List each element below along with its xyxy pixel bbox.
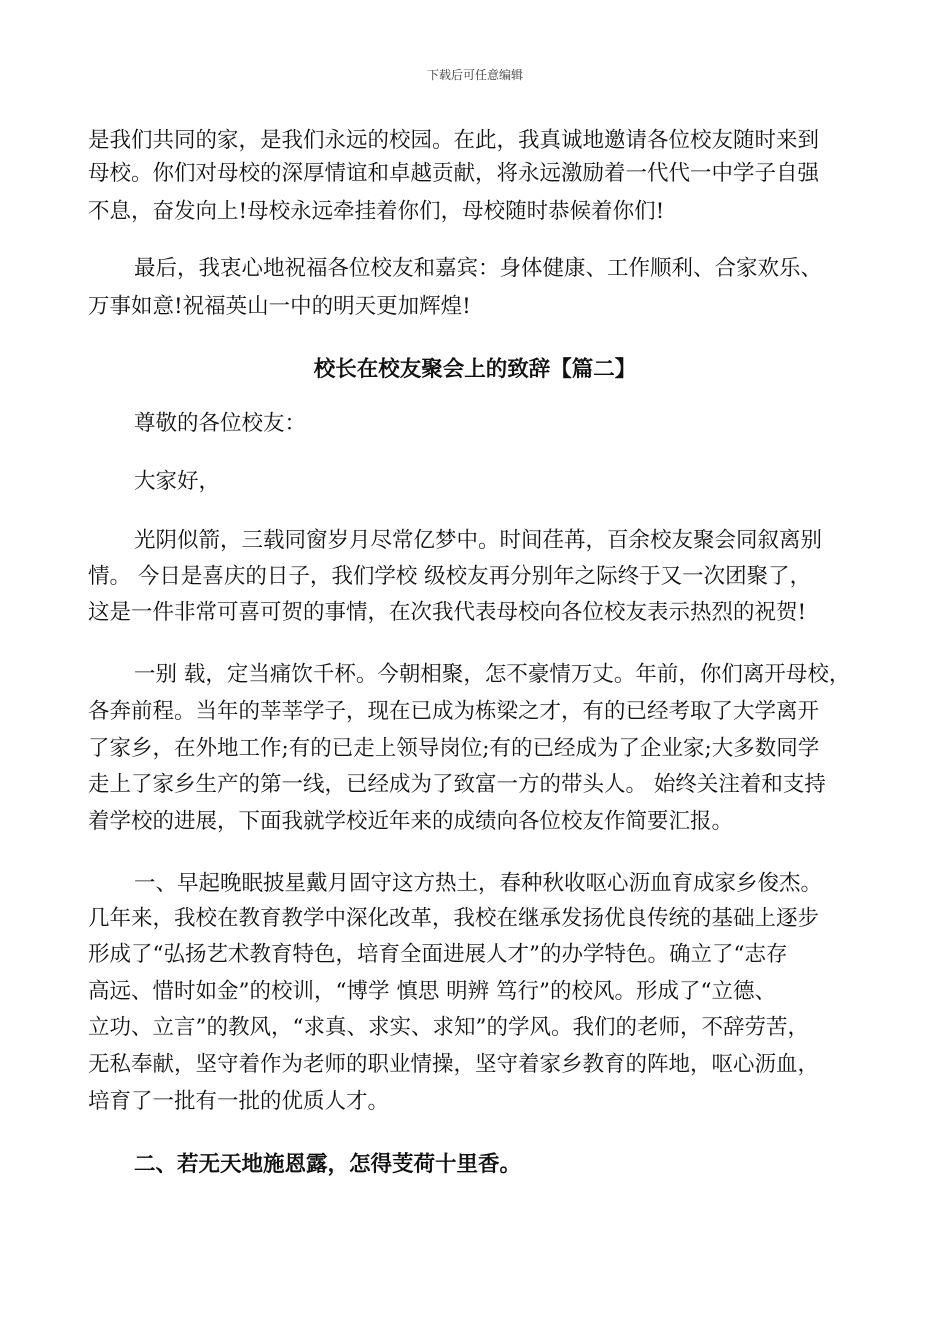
paragraph-line: 高远、惜时如金”的校训，“博学 慎思 明辨 笃行”的校风。形成了“立德、 [88,979,776,1004]
paragraph-line: 母校。你们对母校的深厚情谊和卓越贡献，将永远激励着一代代一中学子自强 [88,161,820,186]
greeting: 大家好， [134,469,221,494]
paragraph-line: 这是一件非常可喜可贺的事情，在次我代表母校向各位校友表示热烈的祝贺! [88,600,807,625]
paragraph-line: 几年来，我校在教育教学中深化改革，我校在继承发扬优良传统的基础上逐步 [88,906,820,931]
page-header: 下载后可任意编辑 [426,68,523,82]
paragraph-line: 走上了家乡生产的第一线，已经成为了致富一方的带头人。 始终关注着和支持 [88,772,826,797]
paragraph-line: 了家乡，在外地工作;有的已走上领导岗位;有的已经成为了企业家;大多数同学 [88,736,820,761]
salutation: 尊敬的各位校友： [134,411,307,436]
paragraph-line: 是我们共同的家，是我们永远的校园。在此，我真诚地邀请各位校友随时来到 [88,128,820,153]
paragraph-line: 各奔前程。当年的莘莘学子，现在已成为栋梁之才，有的已经考取了大学离开 [88,699,820,724]
section-title: 校长在校友聚会上的致辞【篇二】 [313,357,637,382]
paragraph-line: 最后，我衷心地祝福各位校友和嘉宾：身体健康、工作顺利、合家欢乐、 [134,256,823,281]
paragraph-line: 光阴似箭，三载同窗岁月尽常亿梦中。时间荏苒，百余校友聚会同叙离别 [134,528,823,553]
paragraph-line: 一别 载，定当痛饮千杯。今朝相聚，怎不豪情万丈。年前，你们离开母校， [134,662,851,687]
paragraph-line: 无私奉献，坚守着作为老师的职业情操，坚守着家乡教育的阵地，呕心沥血， [88,1052,820,1077]
paragraph-line: 万事如意!祝福英山一中的明天更加辉煌! [88,294,471,319]
paragraph-line: 不息，奋发向上!母校永远牵挂着你们，母校随时恭候着你们! [88,199,665,224]
paragraph-line: 培育了一批有一批的优质人才。 [88,1089,390,1114]
paragraph-line: 形成了“弘扬艺术教育特色，培育全面进展人才”的办学特色。确立了“志存 [88,942,788,967]
paragraph-line: 着学校的进展，下面我就学校近年来的成绩向各位校友作简要汇报。 [88,809,734,834]
paragraph-line: 情。 今日是喜庆的日子，我们学校 级校友再分别年之际终于又一次团聚了， [88,564,812,589]
subheading: 二、若无天地施恩露，怎得芰荷十里香。 [134,1152,522,1177]
paragraph-line: 一、早起晚眠披星戴月固守这方热土，春种秋收呕心沥血育成家乡俊杰。 [134,871,823,896]
paragraph-line: 立功、立言”的教风，“求真、求实、求知”的学风。我们的老师，不辞劳苦， [88,1015,809,1040]
